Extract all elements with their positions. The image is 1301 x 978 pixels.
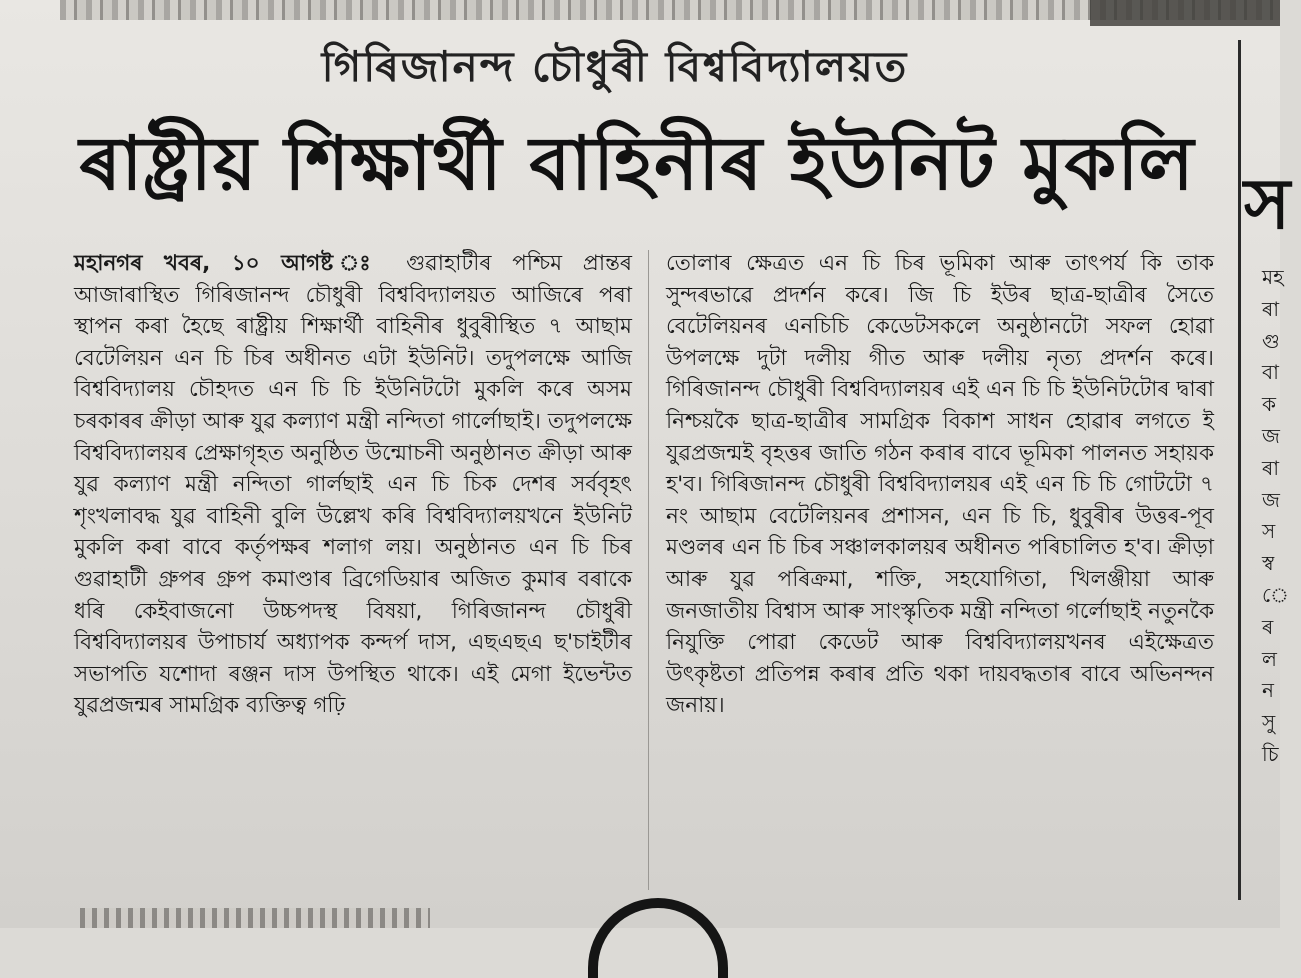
article-byline: মহানগৰ খবৰ, ১০ আগষ্ট ঃ: [74, 251, 407, 276]
adjacent-line: জ: [1262, 423, 1280, 448]
adjacent-line: ৰা: [1262, 296, 1280, 321]
adjacent-line: গু: [1262, 328, 1280, 353]
adjacent-line: মহ: [1262, 265, 1284, 289]
adjacent-line: ন: [1262, 678, 1274, 703]
adjacent-line: স: [1262, 519, 1276, 544]
article-column-1-text: গুৱাহাটীৰ পশ্চিম প্ৰান্তৰ আজাৰাস্থিত গিৰিজানন্দ চৌধুৰী বিশ্ববিদ্যালয়ত আজিৰে পৰা স্থাপন কৰা হৈছে ৰাষ্ট্ৰীয় শিক্ষাৰ্থী বাহিনীৰ ধুবুৰীস্থিত ৭ আছাম বেটেলিয়ন এন চি চিৰ অধীনত এটা ইউনিট। তদুপলক্ষে আজি বিশ্ববিদ্যালয় চৌহদত এন চি চি ইউনিটটো মুকলি কৰে অসম চৰকাৰৰ ক্ৰীড়া আৰু যুৱ কল্যাণ মন্ত্ৰী নন্দিতা গাৰ্লোছাই। তদুপলক্ষে বিশ্ববিদ্যালয়ৰ প্ৰেক্ষাগৃহত অনুষ্ঠিত উন্মোচনী অনুষ্ঠানত ক্ৰীড়া আৰু যুৱ কল্যাণ মন্ত্ৰী নন্দিতা গাৰ্লছাই এন চি চিক দেশৰ সৰ্ববৃহৎ শৃংখলাবদ্ধ যুৱ বাহিনী বুলি উল্লেখ কৰি বিশ্ববিদ্যালয়খনে ইউনিট মুকলি কৰা বাবে কৰ্তৃপক্ষৰ শলাগ লয়। অনুষ্ঠানত এন চি চিৰ গুৱাহাটী গ্ৰুপৰ গ্ৰুপ কমাণ্ডাৰ ব্ৰিগেডিয়াৰ অজিত কুমাৰ বৰাকে ধৰি কেইবাজনো উচ্চপদস্থ বিষয়া, গিৰিজানন্দ চৌধুৰী বিশ্ববিদ্যালয়ৰ উপাচাৰ্য অধ্যাপক কন্দৰ্প দাস, এছএছএ ছ'চাইটীৰ সভাপতি যশোদা ৰঞ্জন দাস উপস্থিত থাকে। এই মেগা ইভেন্টত যুৱপ্ৰজন্মৰ সামগ্ৰিক ব্যক্তিত্ব গঢ়ি: [74, 251, 632, 719]
adjacent-line: জ: [1262, 487, 1280, 512]
adjacent-article-text: [1262, 262, 1292, 771]
adjacent-article-headline-letter: স: [1244, 163, 1291, 245]
adjacent-line: চি: [1262, 741, 1279, 766]
article-headline: ৰাষ্ট্ৰীয় শিক্ষাৰ্থী বাহিনীৰ ইউনিট মুকলি: [79, 121, 1195, 207]
adjacent-line: ল: [1262, 646, 1277, 671]
article-kicker: গিৰিজানন্দ চৌধুৰী বিশ্ববিদ্যালয়ত: [321, 42, 909, 91]
next-article-strip: [80, 908, 430, 928]
top-photo-edge: [1090, 0, 1280, 26]
column-divider: [648, 250, 649, 890]
article-column-2: [666, 248, 1214, 898]
adjacent-line: ৰা: [1262, 455, 1280, 480]
article-column-1: [74, 248, 632, 898]
adjacent-line: স্ব: [1262, 551, 1275, 576]
adjacent-line: ে: [1262, 582, 1289, 607]
adjacent-line: বা: [1262, 360, 1279, 385]
article-column-2-text: তোলাৰ ক্ষেত্ৰত এন চি চিৰ ভূমিকা আৰু তাৎপৰ্য কি তাক সুন্দৰভাৱে প্ৰদৰ্শন কৰে। জি চি ইউৰ ছাত্ৰ-ছাত্ৰীৰ সৈতে বেটেলিয়নৰ এনচিচি কেডেটসকলে অনুষ্ঠানটো সফল হোৱা উপলক্ষে দুটা দলীয় গীত আৰু দলীয় নৃত্য প্ৰদৰ্শন কৰে। গিৰিজানন্দ চৌধুৰী বিশ্ববিদ্যালয়ৰ এই এন চি চি ইউনিটটোৰ দ্বাৰা নিশ্চয়কৈ ছাত্ৰ-ছাত্ৰীৰ সামগ্ৰিক বিকাশ সাধন হোৱাৰ লগতে ই যুৱপ্ৰজন্মই বৃহত্তৰ জাতি গঠন কৰাৰ বাবে ভূমিকা পালনত সহায়ক হ'ব। গিৰিজানন্দ চৌধুৰী বিশ্ববিদ্যালয়ৰ এই এন চি চি গোটটো ৭ নং আছাম বেটেলিয়নৰ প্ৰশাসন, এন চি চি, ধুবুৰীৰ উত্তৰ-পূব মণ্ডলৰ এন চি চিৰ সঞ্চালকালয়ৰ অধীনত পৰিচালিত হ'ব। ক্ৰীড়া আৰু যুৱ পৰিক্ৰমা, শক্তি, সহযোগিতা, খিলঞ্জীয়া আৰু জনজাতীয় বিশ্বাস আৰু সাংস্কৃতিক মন্ত্ৰী নন্দিতা গৰ্লোছাই নতুনকৈ নিযুক্তি পোৱা কেডেট আৰু বিশ্ববিদ্যালয়খনৰ এইক্ষেত্ৰত উৎকৃষ্টতা প্ৰতিপন্ন কৰাৰ প্ৰতি থকা দায়বদ্ধতাৰ বাবে অভিনন্দন জনায়।: [666, 251, 1214, 719]
adjacent-line: ক: [1262, 392, 1276, 417]
adjacent-line: সু: [1262, 710, 1276, 735]
adjacent-line: ৰ: [1262, 614, 1274, 639]
